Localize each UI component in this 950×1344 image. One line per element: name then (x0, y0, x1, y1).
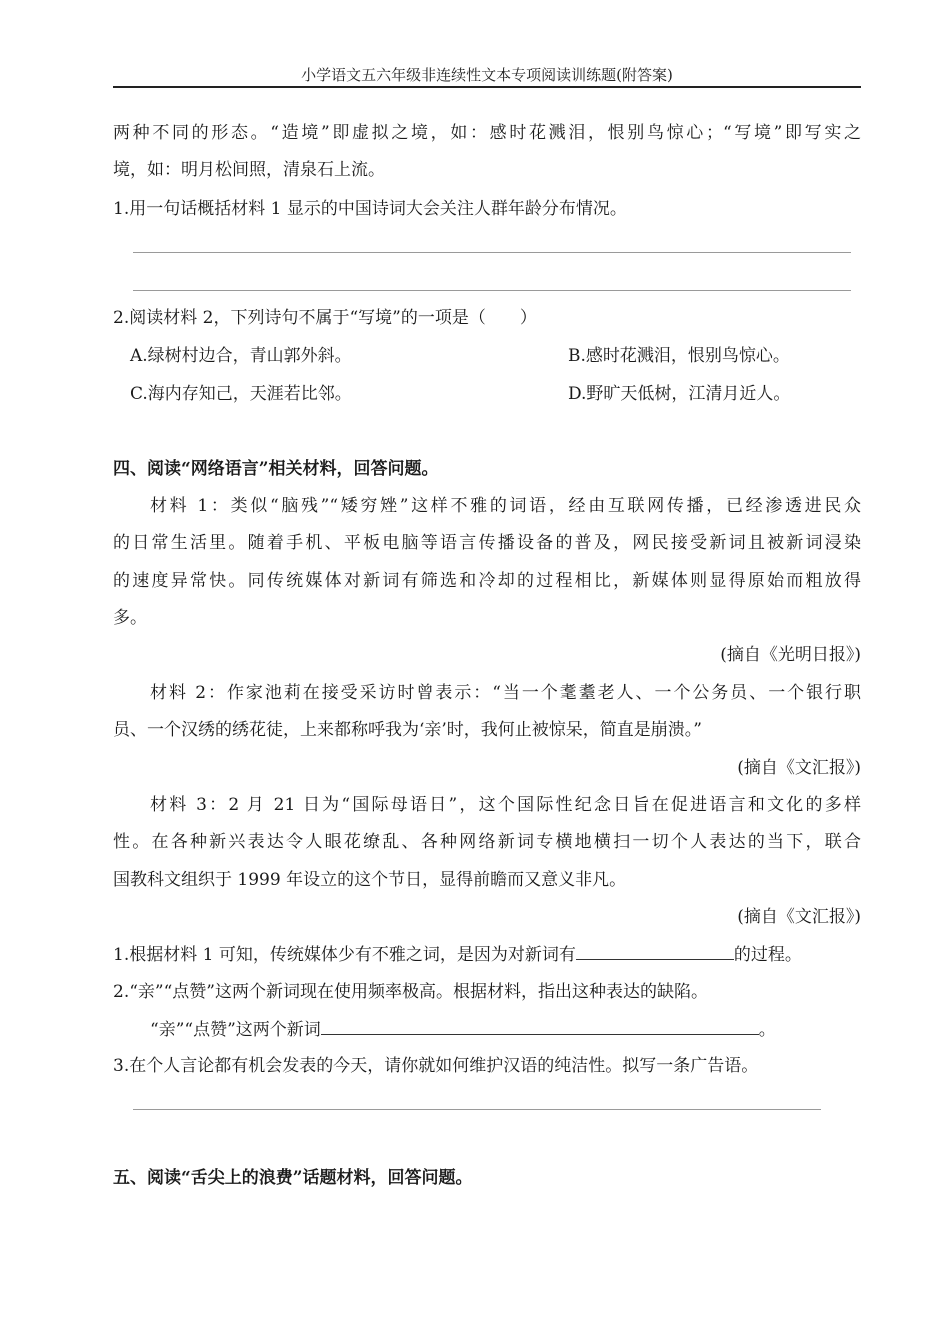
question-3-1: 1.用一句话概括材料 1 显示的中国诗词大会关注人群年龄分布情况。 (113, 199, 627, 219)
option-d[interactable]: D.野旷天低树，江清月近人。 (568, 384, 791, 404)
section-4-title: 四、阅读“网络语言”相关材料，回答问题。 (113, 459, 439, 479)
question-4-2-fill (150, 1018, 861, 1041)
question-4-2-fill-suffix: 。 (758, 1020, 776, 1040)
header-divider (113, 86, 861, 88)
question-4-2-fill-prefix: “亲”“点赞”这两个新词 (150, 1020, 321, 1040)
fill-blank[interactable] (576, 943, 734, 960)
material2-text-line: 境，如：明月松间照，清泉石上流。 (113, 160, 385, 180)
material-1-source: (摘自《光明日报》) (720, 645, 861, 665)
material-3-line: 材料 3：2 月 21 日为“国际母语日”，这个国际性纪念日旨在促进语言和文化的多样 (150, 795, 861, 815)
question-3-2: 2.阅读材料 2，下列诗句不属于“写境”的一项是（ ） (113, 308, 537, 328)
material-1-line: 的速度异常快。同传统媒体对新词有筛选和冷却的过程相比，新媒体则显得原始而粗放得 (113, 571, 861, 591)
material-2-source: (摘自《文汇报》) (737, 758, 861, 778)
material-2-line: 员、一个汉绣的绣花徒，上来都称呼我为‘亲’时，我何止被惊呆，简直是崩溃。” (113, 720, 702, 740)
option-b[interactable]: B.感时花溅泪，恨别鸟惊心。 (568, 346, 790, 366)
material-3-line: 国教科文组织于 1999 年设立的这个节日，显得前瞻而又意义非凡。 (113, 870, 627, 890)
section-5-title: 五、阅读“舌尖上的浪费”话题材料，回答问题。 (113, 1168, 473, 1188)
material-1-line: 多。 (113, 608, 147, 628)
material-3-line: 性。在各种新兴表达令人眼花缭乱、各种网络新词专横地横扫一切个人表达的当下，联合 (113, 832, 861, 852)
option-a[interactable]: A.绿树村边合，青山郭外斜。 (130, 346, 352, 366)
fill-blank[interactable] (321, 1018, 759, 1035)
question-4-3: 3.在个人言论都有机会发表的今天，请你就如何维护汉语的纯洁性。拟写一条广告语。 (113, 1056, 759, 1076)
material-3-source: (摘自《文汇报》) (737, 907, 861, 927)
answer-line[interactable] (133, 252, 851, 253)
material-1-line: 的日常生活里。随着手机、平板电脑等语言传播设备的普及，网民接受新词且被新词浸染 (113, 533, 861, 553)
material2-text-line: 两种不同的形态。“造境”即虚拟之境，如：感时花溅泪，恨别鸟惊心；“写境”即写实之 (113, 123, 861, 143)
question-4-1-text: 1.根据材料 1 可知，传统媒体少有不雅之词，是因为对新词有 (113, 945, 576, 965)
page-header-title: 小学语文五六年级非连续性文本专项阅读训练题(附答案) (301, 66, 673, 84)
question-4-1-suffix: 的过程。 (733, 945, 802, 965)
question-4-2: 2.“亲”“点赞”这两个新词现在使用频率极高。根据材料，指出这种表达的缺陷。 (113, 982, 708, 1002)
question-4-1 (113, 943, 861, 966)
answer-line[interactable] (133, 1109, 821, 1110)
material-1-line: 材料 1：类似“脑残”“矮穷矬”这样不雅的词语，经由互联网传播，已经渗透进民众 (150, 496, 861, 516)
material-2-line: 材料 2：作家池莉在接受采访时曾表示：“当一个耄耋老人、一个公务员、一个银行职 (150, 683, 861, 703)
answer-line[interactable] (133, 290, 851, 291)
option-c[interactable]: C.海内存知己，天涯若比邻。 (130, 384, 352, 404)
